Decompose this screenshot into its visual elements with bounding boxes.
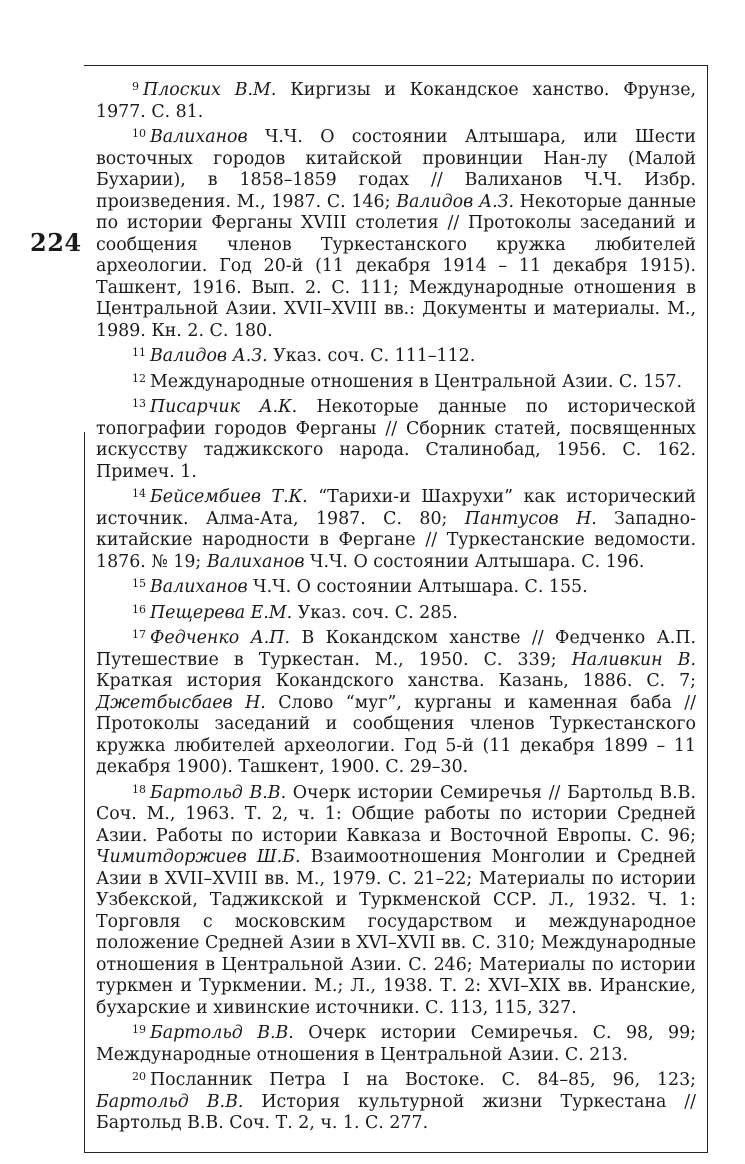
citation-text: Международные отношения в Центральной Азии. С. 157.: [150, 371, 683, 392]
footnote-number: 12: [132, 371, 146, 385]
author-name: Валиханов: [150, 577, 248, 597]
citation-text: Некоторые данные по исторической топографии городов Ферганы // Сборник статей, посвященных искусству таджикского народа. Сталинобад, 1956. С. 162. Примеч. 1.: [96, 397, 696, 482]
footnote-number: 10: [132, 127, 146, 140]
citation-text: Киргизы и Кокандское ханство. Фрунзе, 1977. С. 81.: [96, 80, 697, 122]
footnote-number: 11: [132, 346, 146, 359]
footnote-number: 13: [132, 397, 146, 410]
author-name: Бартольд В.В.: [96, 1091, 244, 1112]
citation-text: “Тарихи-и Шахрухи” как исторический источник. Алма-Ата, 1987. С. 80;: [96, 487, 696, 529]
footnote-14: [96, 483, 696, 573]
citation-text: Некоторые данные по истории Ферганы XVIII столетия // Протоколы заседаний и сообщения членов Туркестанского кружка любителей археологии. Год 20-й (11 декабря 1914 – 11 декабря 1915). Ташкент, 1916. Вып. 2. С. 111; Международные отношения в Центральной Азии. XVII–XVIII вв.: Документы и материалы. М., 1989. Кн. 2. С. 180.: [96, 191, 697, 341]
author-name: Бейсембиев Т.К.: [150, 487, 308, 507]
footnote-15: [96, 573, 696, 599]
citation-text: Ч.Ч. О состоянии Алтышара. С. 155.: [247, 577, 588, 597]
footnote-20: [96, 1066, 696, 1135]
page-frame-right: [707, 65, 708, 1152]
citation-text: Взаимоотношения Монголии и Средней Азии в XVII–XVIII вв. М., 1979. С. 21–22; Материалы по истории Узбекской, Таджикской и Туркменской ССР. Л., 1932. Ч. 1: Торговля с московским государством и международное положение Средней Азии в XVI–XVII вв. С. 310; Международные отношения в Центральной Азии. С. 246; Материалы по истории туркмен и Туркмении. М.; Л., 1938. Т. 2: XVI–XIX вв. Иранские, бухарские и хивинские источники. С. 113, 115, 327.: [96, 847, 697, 1018]
footnote-12: [96, 368, 696, 394]
author-name: Федченко А.П.: [150, 628, 291, 648]
citation-text: Указ. соч. С. 111–112.: [267, 346, 476, 366]
citation-text: История культурной жизни Туркестана // Бартольд В.В. Соч. Т. 2, ч. 1. С. 277.: [96, 1091, 697, 1133]
footnote-number: 9: [132, 80, 139, 93]
author-name: Бартольд В.В.: [150, 782, 287, 803]
footnote-16: [96, 599, 696, 625]
footnote-number: 17: [132, 628, 146, 641]
footnote-19: [96, 1019, 696, 1066]
citation-text: Краткая история Кокандского ханства. Казань, 1886. С. 7;: [96, 671, 696, 691]
footnote-number: 20: [132, 1070, 146, 1083]
author-name: Валиханов: [150, 127, 248, 147]
author-name: Пещерева Е.М.: [150, 602, 293, 623]
author-name: Валидов А.З.: [150, 346, 268, 366]
author-name: Валидов А.З.: [396, 191, 515, 212]
author-name: Пантусов Н.: [464, 508, 597, 529]
footnote-number: 16: [132, 602, 146, 616]
citation-text: Посланник Петра I на Востоке. С. 84–85, 96, 123;: [150, 1070, 696, 1090]
footnote-17: [96, 624, 696, 779]
footnote-11: [96, 342, 696, 368]
citation-text: Очерк истории Семиречья // Бартольд В.В. Соч. М., 1963. Т. 2, ч. 1: Общие работы по истории Средней Азии. Работы по истории Кавказа и Восточной Европы. С. 96;: [96, 782, 696, 846]
author-name: Наливкин В.: [571, 649, 696, 670]
author-name: Писарчик А.К.: [150, 397, 298, 417]
footnote-number: 18: [132, 782, 146, 796]
page-number: 224: [30, 228, 82, 257]
footnote-number: 19: [132, 1023, 146, 1036]
author-name: Джетбысбаев Н.: [96, 692, 266, 713]
page-frame-bottom: [84, 1152, 708, 1153]
footnote-number: 15: [132, 577, 146, 590]
citation-text: Очерк истории Семиречья. С. 98, 99; Международные отношения в Центральной Азии. С. 213.: [96, 1023, 696, 1065]
page-frame-top: [84, 65, 708, 66]
citation-text: Ч.Ч. О состоянии Алтышара. С. 196.: [304, 551, 645, 572]
footnote-9: [96, 76, 696, 123]
citation-text: В Кокандском ханстве // Федченко А.П. Путешествие в Туркестан. М., 1950. С. 339;: [96, 628, 697, 670]
author-name: Плоских В.М.: [143, 80, 277, 100]
author-name: Чимитдоржиев Ш.Б.: [96, 847, 301, 867]
citation-text: Ч.Ч. О состоянии Алтышара, или Шести восточных городов китайской провинции Нан-лу (Малой Бухарии), в 1858–1859 годах // Валиханов Ч.Ч. Избр. произведения. М., 1987. С. 146;: [96, 127, 696, 212]
footnote-10: [96, 123, 696, 342]
citation-text: Слово “муг”, курганы и каменная баба // Протоколы заседаний и сообщения членов Туркестанского кружка любителей археологии. Год 5-й (11 декабря 1899 – 11 декабря 1900). Ташкент, 1900. С. 29–30.: [96, 692, 696, 777]
footnotes-list: [96, 76, 696, 1135]
footnote-18: [96, 779, 696, 1020]
author-name: Бартольд В.В.: [150, 1023, 294, 1043]
citation-text: Указ. соч. С. 285.: [292, 602, 458, 623]
footnote-13: [96, 393, 696, 483]
page-frame-left: [84, 432, 85, 1152]
citation-text: Западно-китайские народности в Фергане // Туркестанские ведомости. 1876. № 19;: [96, 508, 696, 572]
author-name: Валиханов: [206, 551, 305, 572]
footnote-number: 14: [132, 487, 146, 500]
